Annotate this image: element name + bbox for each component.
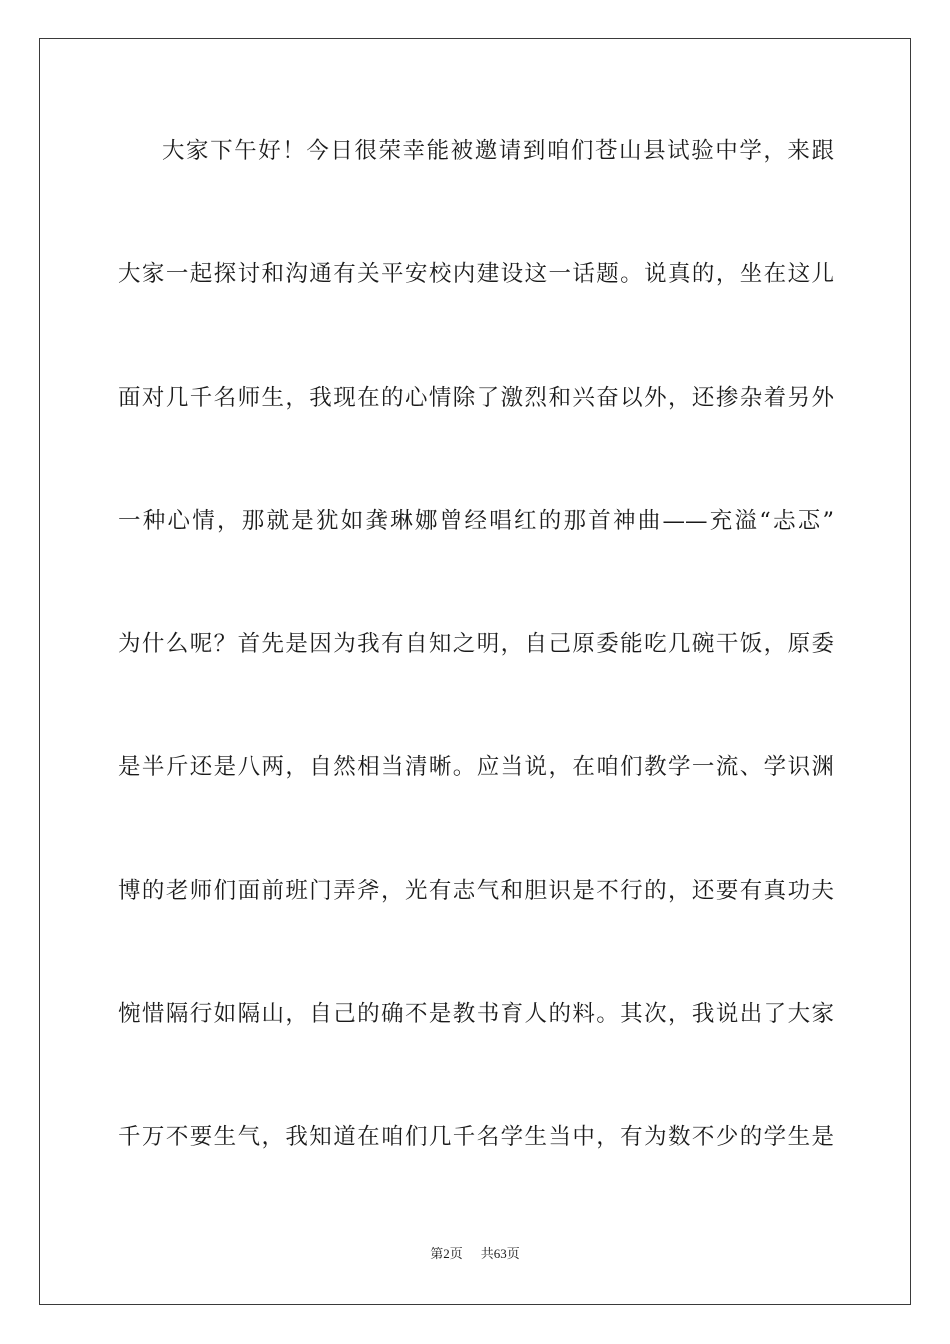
text-line: 惋惜隔行如隔山，自己的确不是教书育人的料。其次，我说出了大家 bbox=[118, 1001, 834, 1027]
text-line: 大家下午好！今日很荣幸能被邀请到咱们苍山县试验中学，来跟 bbox=[162, 138, 834, 164]
page-prefix: 第 bbox=[430, 1247, 444, 1262]
text-line: 博的老师们面前班门弄斧，光有志气和胆识是不行的，还要有真功夫 bbox=[118, 878, 834, 904]
page-number: 2 bbox=[443, 1246, 450, 1261]
text-line: 为什么呢？首先是因为我有自知之明，自己原委能吃几碗干饭，原委 bbox=[118, 631, 834, 657]
text-line: 是半斤还是八两，自然相当清晰。应当说，在咱们教学一流、学识渊 bbox=[118, 754, 834, 780]
text-line: 千万不要生气，我知道在咱们几千名学生当中，有为数不少的学生是 bbox=[118, 1124, 834, 1150]
text-line: 大家一起探讨和沟通有关平安校内建设这一话题。说真的，坐在这儿 bbox=[118, 261, 834, 287]
page-border bbox=[39, 38, 911, 1305]
total-pages: 63 bbox=[493, 1246, 507, 1261]
page-suffix: 页 bbox=[449, 1247, 463, 1262]
page-footer bbox=[0, 1244, 950, 1265]
total-suffix: 页 bbox=[506, 1247, 520, 1262]
text-line: 一种心情，那就是犹如龚琳娜曾经唱红的那首神曲——充溢“忐忑” bbox=[118, 508, 834, 534]
total-prefix: 共 bbox=[480, 1247, 494, 1262]
text-line: 面对几千名师生，我现在的心情除了激烈和兴奋以外，还掺杂着另外 bbox=[118, 385, 834, 411]
